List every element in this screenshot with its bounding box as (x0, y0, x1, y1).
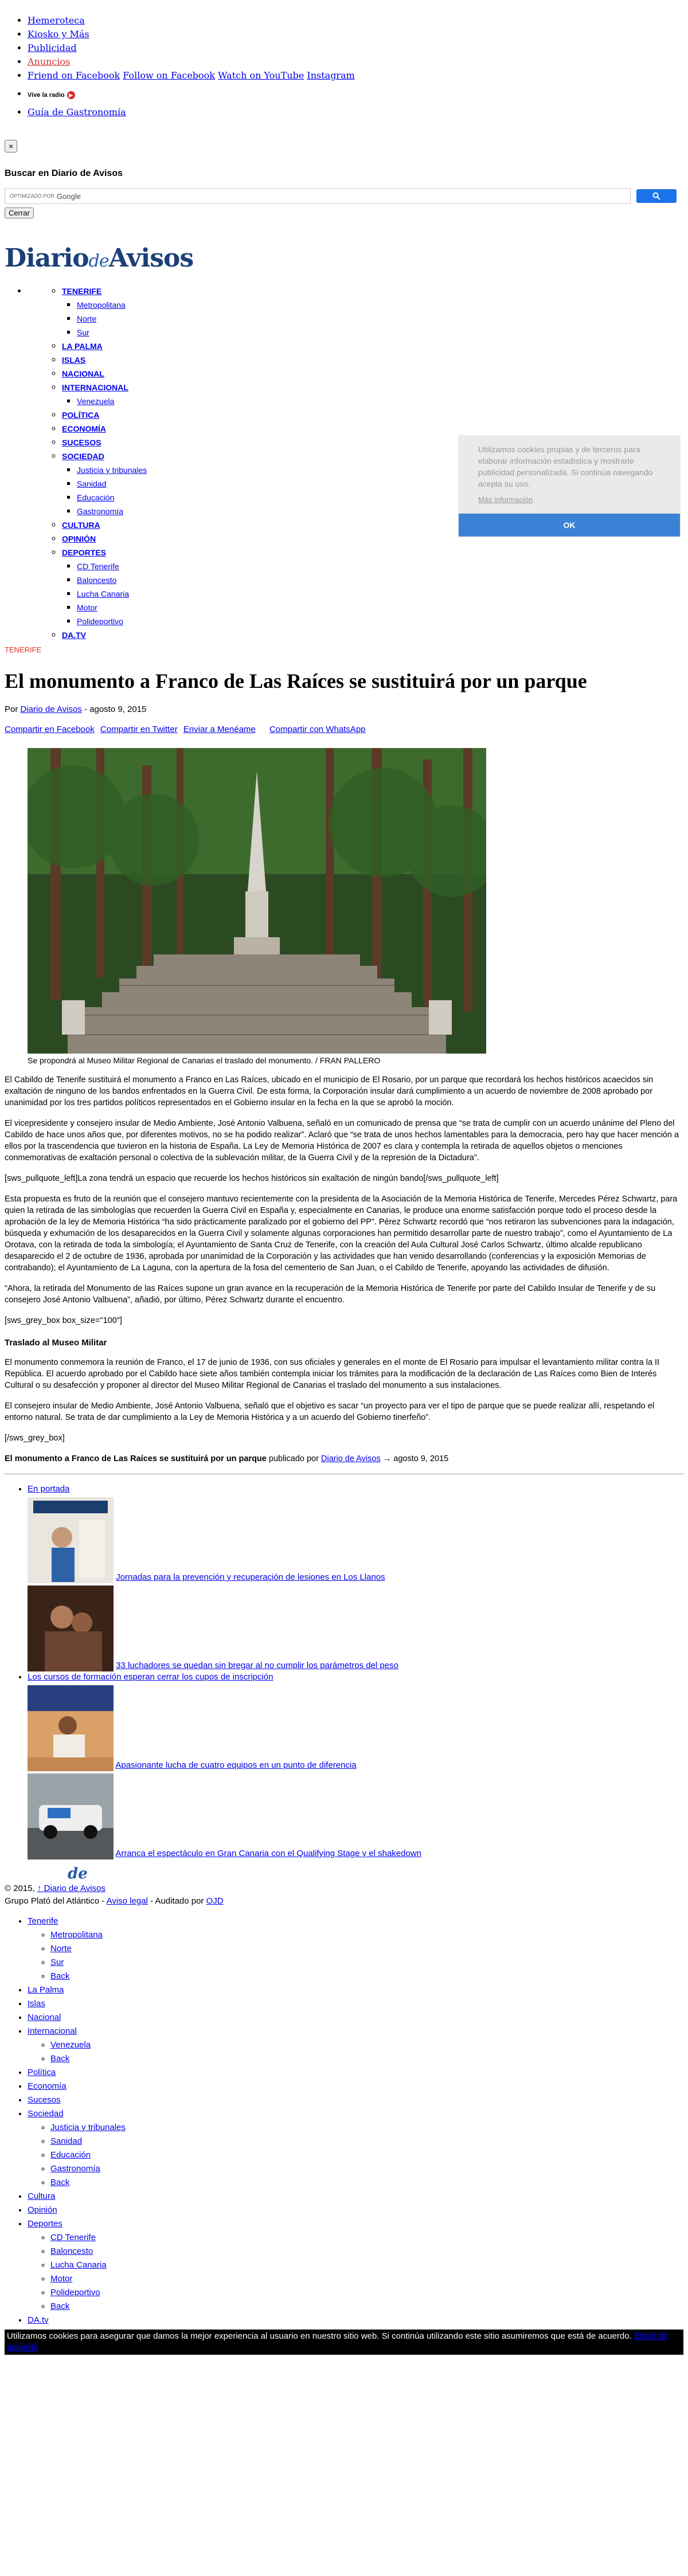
copyright-line (5, 1882, 683, 1895)
nav-sublink-baloncesto[interactable]: Baloncesto (77, 576, 117, 585)
nav-item-internacional[interactable] (62, 381, 683, 408)
nav-link-sucesos[interactable]: SUCESOS (62, 438, 101, 447)
footer-nav-sublink-sanidad[interactable]: Sanidad (50, 2136, 83, 2146)
nav-link-opinion[interactable]: OPINIÓN (62, 534, 96, 543)
site-logo[interactable] (5, 244, 683, 273)
footer-nav-submenu-tenerife (28, 1928, 683, 1983)
nav-sublink-polideportivo[interactable]: Polideportivo (77, 617, 123, 626)
footer-nav-link-sociedad[interactable]: Sociedad (28, 2109, 64, 2119)
cookie-bar-text: Utilizamos cookies para asegurar que damos la mejor experiencia al usuario en nuestro sitio web. Si continúa utilizando este sitio asumiremos que está de acuerdo. (7, 2331, 632, 2341)
group-line (5, 1895, 683, 1908)
article-body (5, 1074, 683, 1465)
radio-link[interactable] (28, 88, 683, 102)
footer-nav-subitem-motor[interactable] (50, 2272, 683, 2286)
nav-sublink-sanidad[interactable]: Sanidad (77, 479, 107, 488)
nav-sublink-educacion[interactable]: Educación (77, 493, 115, 502)
footer-nav-link-la-palma[interactable]: La Palma (28, 1985, 64, 1995)
footer-nav-sublink-back[interactable]: Back (50, 2054, 70, 2064)
footer-nav-link-nacional[interactable]: Nacional (28, 2013, 61, 2022)
paragraph-2: El vicepresidente y consejero insular de Medio Ambiente, José Antonio Valbuena, señaló en un comunicado de prensa que “se trata de cumplir con un acuerdo unánime del Pleno del Cabildo de hace unos años que, por diferentes motivos, no se ha podido realizar”. Aclaró que “se trata de unos hechos lamentables para la democracia, pero hay que hacer mención a ellos por la trascendencia que tuvieron en la historia de España. La Ley de Memoria Histórica de 2007 es clara y contempla la retirada de aquellos objetos o menciones conmemorativas de exaltación personal o colectiva de la sublevación militar, de la Guerra Civil y de la represión de la Dictadura”. (5, 1119, 679, 1162)
footer-nav-link-islas[interactable]: Islas (28, 1999, 45, 2009)
footer-nav-link-economia[interactable]: Economía (28, 2081, 67, 2091)
cookie-more-row (459, 494, 680, 514)
nav-sublink-motor[interactable]: Motor (77, 603, 97, 612)
search-icon (652, 192, 660, 200)
nav-subitem-norte[interactable] (77, 312, 683, 326)
pullquote-shortcode: [sws_pullquote_left]La zona tendrá un espacio que recuerde los hechos históricos sin exaltación de ningún bando[/sws_pullquote_left] (5, 1174, 499, 1183)
nav-subitem-sur[interactable] (77, 326, 683, 339)
top-link-kiosko[interactable] (28, 28, 683, 41)
related-link-5[interactable]: Arranca el espectáculo en Gran Canaria con el Qualifying Stage y el shakedown (115, 1849, 421, 1858)
search-row (5, 188, 683, 204)
footer-nav-item-nacional[interactable] (28, 2011, 683, 2025)
nav-sublink-justicia-y-tribunales[interactable]: Justicia y tribunales (77, 465, 147, 475)
nav-subitem-polideportivo[interactable] (77, 614, 683, 628)
nav-link-islas[interactable]: ISLAS (62, 355, 86, 365)
en-portada-link[interactable]: En portada (28, 1484, 70, 1494)
footer-nav-item-la-palma[interactable] (28, 1983, 683, 1997)
nav-subitem-metropolitana[interactable] (77, 298, 683, 312)
paragraph-3: Esta propuesta es fruto de la reunión que el consejero mantuvo recientemente con la presidenta de la Asociación de la Memoria Histórica de Tenerife, Mercedes Pérez Schwartz, para quien la retirada de las simbologías que recuerden la Guerra Civil en España y, especialmente en Canarias, le produce una enorme satisfacción porque todo el proceso desde la aprobación de la ley de Memoria Histórica “ha sido prácticamente paralizado por el gobierno del PP”. Pérez Schwartz recordó que “nos retiraron las subvenciones para la indagación, búsqueda y exhumación de los desaparecidos en la Guerra Civil y solamente algunas corporaciones han permitido desarrollar parte de nuestro trabajo”, como el Ayuntamiento de La Orotava, con la retirada de toda la simbología; el Ayuntamiento de Santa Cruz de Tenerife, con la creación del Aula Cultural José Carlos Schwartz, último alcalde republicano desaparecido el 2 de octubre de 1936, aprobada por unanimidad de la Corporación y las actividades que han venido desarrollando (conferencias y la exposición Memorias de contrabando); el Ayuntamiento de La Laguna, con la apertura de la fosa del cementerio de San Juan, o el Cabildo de Tenerife, apoyando las actividades de difusión. (5, 1195, 678, 1273)
paragraph-4: “Ahora, la retirada del Monumento de las Raíces supone un gran avance en la recuperación de la Memoria Histórica de Tenerife por parte del Cabildo Insular de Tenerife y de su consejero José Antonio Valbuena”, añadió, por último, Pérez Schwartz durante el encuentro. (5, 1284, 656, 1305)
powered-by-label: OPTIMIZADO POR (10, 193, 55, 199)
footer-logo: de (68, 1865, 88, 1882)
author-link[interactable]: Diario de Avisos (20, 704, 82, 714)
footer-nav-sublink-educacion[interactable]: Educación (50, 2150, 91, 2160)
grey-box-close: [/sws_grey_box] (5, 1434, 65, 1443)
footer-nav-sublink-polideportivo[interactable]: Polideportivo (50, 2288, 100, 2297)
footer-nav-item-sucesos[interactable] (28, 2093, 683, 2107)
subheading-traslado: Traslado al Museo Militar (5, 1338, 107, 1348)
cookie-popup (459, 436, 680, 537)
close-search-button[interactable]: × (5, 140, 17, 152)
nav-sublink-gastronomia[interactable]: Gastronomía (77, 507, 123, 516)
footer-nav-subitem-gastronomia[interactable] (50, 2162, 683, 2176)
footer-nav-sublink-norte[interactable]: Norte (50, 1944, 72, 1953)
gastronomia-item[interactable] (28, 105, 683, 119)
monument-illustration (28, 748, 486, 1054)
share-facebook-link[interactable]: Compartir en Facebook (5, 725, 95, 734)
aviso-legal-link[interactable]: Aviso legal (106, 1896, 148, 1906)
footer-nav-sublink-sur[interactable]: Sur (50, 1958, 64, 1967)
nav-item-deportes[interactable] (62, 546, 683, 628)
nav-item-tenerife[interactable] (62, 284, 683, 339)
monument-photo (28, 748, 486, 1054)
article-category[interactable]: TENERIFE (5, 645, 42, 654)
top-links (5, 14, 683, 119)
footer-nav-subitem-polideportivo[interactable] (50, 2286, 683, 2300)
footer-nav-subitem-metropolitana[interactable] (50, 1928, 683, 1942)
footer-nav-submenu-deportes (28, 2231, 683, 2313)
footer-nav-item-opinion[interactable] (28, 2203, 683, 2217)
top-link-anuncios[interactable] (28, 55, 683, 69)
gastronomia-link[interactable]: Guía de Gastronomía (28, 107, 126, 118)
nav-sublink-venezuela[interactable]: Venezuela (77, 397, 115, 406)
share-whatsapp-link[interactable]: Compartir con WhatsApp (269, 725, 366, 734)
related-link-1[interactable]: Jornadas para la prevención y recuperación de lesiones en Los Llanos (116, 1572, 385, 1582)
search-input[interactable] (5, 188, 631, 204)
related-item[interactable] (28, 1671, 683, 1683)
logo-part-avisos: Avisos (108, 244, 194, 273)
logo-part-diario: Diario (5, 244, 89, 273)
play-icon: ▶ (67, 91, 75, 99)
nav-subitem-baloncesto[interactable] (77, 573, 683, 587)
nav-sublink-norte[interactable]: Norte (77, 314, 97, 323)
footer-nav-subitem-back[interactable] (50, 2176, 683, 2190)
nav-subitem-motor[interactable] (77, 601, 683, 614)
footer-nav-sublink-venezuela[interactable]: Venezuela (50, 2040, 91, 2050)
footer-nav-subitem-sur[interactable] (50, 1956, 683, 1970)
footer-nav-subitem-cd-tenerife[interactable] (50, 2231, 683, 2245)
footer-date: → agosto 9, 2015 (382, 1454, 449, 1463)
footer-nav-submenu-internacional (28, 2038, 683, 2066)
follow-facebook-link[interactable]: Follow on Facebook (123, 70, 215, 81)
footer-nav-sublink-back[interactable]: Back (50, 1971, 70, 1981)
kiosko-link[interactable]: Kiosko y Más (28, 29, 89, 40)
footer-nav-submenu-sociedad (28, 2121, 683, 2190)
footer-nav-subitem-venezuela[interactable] (50, 2038, 683, 2052)
footer-nav-sublink-back[interactable]: Back (50, 2178, 70, 2187)
search-title: Buscar en Diario de Avisos (5, 169, 123, 178)
related-item[interactable] (28, 1585, 683, 1671)
share-bar (5, 725, 683, 734)
footer-nav-sublink-metropolitana[interactable]: Metropolitana (50, 1930, 103, 1940)
nav-link-deportes[interactable]: DEPORTES (62, 548, 107, 557)
footer-nav-item-sociedad[interactable] (28, 2107, 683, 2190)
footer-nav-subitem-back[interactable] (50, 1970, 683, 1983)
footer-nav-sublink-motor[interactable]: Motor (50, 2274, 73, 2284)
published-by: publicado por (268, 1454, 319, 1463)
nav-subitem-cd-tenerife[interactable] (77, 559, 683, 573)
paragraph-5: El monumento conmemora la reunión de Franco, el 17 de junio de 1936, con sus oficiales y generales en el monte de El Rosario para impulsar el levantamiento militar contra la II República. El acuerdo aprobado por el Cabildo hace siete años también contempla iniciar los trámites para la modificación de la declaración de Las Raíces como Bien de Interés Cultural o su desafección y proponer al director del Museo Militar Regional de Canarias el traslado del monumento a sus instalaciones. (5, 1358, 660, 1390)
back-to-top-link[interactable]: ↑ Diario de Avisos (37, 1884, 105, 1893)
nav-item-la-palma[interactable] (62, 339, 683, 353)
radio-item[interactable] (28, 87, 683, 102)
related-thumb-4[interactable] (28, 1774, 114, 1859)
related-item[interactable] (28, 1774, 683, 1859)
nav-item-islas[interactable] (62, 353, 683, 367)
cookie-ok-button[interactable]: OK (459, 514, 680, 537)
footer-author-link[interactable]: Diario de Avisos (321, 1454, 381, 1463)
footer-nav-item-cultura[interactable] (28, 2190, 683, 2203)
nav-link-tenerife[interactable]: TENERIFE (62, 287, 102, 296)
related-thumb-1[interactable] (28, 1497, 114, 1583)
footer-nav-subitem-back[interactable] (50, 2052, 683, 2066)
related-thumb-3[interactable] (28, 1685, 114, 1771)
footer-nav-subitem-lucha-canaria[interactable] (50, 2258, 683, 2272)
social-links (28, 69, 683, 83)
nav-sublink-lucha-canaria[interactable]: Lucha Canaria (77, 589, 130, 598)
top-link-publicidad[interactable] (28, 41, 683, 55)
paragraph-6: El consejero insular de Medio Ambiente, José Antonio Valbuena, señaló que el objetivo es sacar “un proyecto para ver el tipo de parque que se puede realizar allí, respetando el entorno natural. Se trata de dar cumplimiento a la Ley de Memoria Histórica y a un acuerdo del Gobierno tinerfeño”. (5, 1401, 655, 1422)
article-figure (28, 748, 486, 1065)
nav-item-da-tv[interactable] (62, 628, 683, 642)
footer-nav-subitem-baloncesto[interactable] (50, 2245, 683, 2258)
article-title: El monumento a Franco de Las Raíces se sustituirá por un parque (5, 670, 587, 692)
copyright: © 2015, (5, 1884, 35, 1893)
article-date: - agosto 9, 2015 (84, 704, 147, 714)
cookie-bar (5, 2330, 683, 2355)
youtube-link[interactable]: Watch on YouTube (218, 70, 304, 81)
nav-link-sociedad[interactable]: SOCIEDAD (62, 452, 104, 461)
footer-nav-subitem-justicia-y-tribunales[interactable] (50, 2121, 683, 2135)
footer-navigation (5, 1915, 683, 2327)
footer-nav-subitem-educacion[interactable] (50, 2148, 683, 2162)
cerrar-button[interactable]: Cerrar (5, 208, 34, 218)
footer-nav-subitem-back[interactable] (50, 2300, 683, 2313)
nav-item-economia[interactable] (62, 422, 683, 436)
article-footer-line (5, 1453, 683, 1465)
related-link-4[interactable]: Apasionante lucha de cuatro equipos en un punto de diferencia (115, 1760, 357, 1770)
nav-link-internacional[interactable]: INTERNACIONAL (62, 383, 128, 392)
footer-nav-subitem-norte[interactable] (50, 1942, 683, 1956)
cookie-more-link[interactable]: Más información (478, 495, 533, 504)
nav-submenu-deportes (62, 559, 683, 628)
related-thumb-2[interactable] (28, 1585, 114, 1671)
nav-sublink-metropolitana[interactable]: Metropolitana (77, 300, 126, 310)
nav-sublink-sur[interactable]: Sur (77, 328, 89, 337)
footer-nav-sublink-back[interactable]: Back (50, 2301, 70, 2311)
grey-box-open: [sws_grey_box box_size="100"] (5, 1316, 122, 1325)
footer-nav-link-da-tv[interactable]: DA.tv (28, 2315, 49, 2325)
footer-nav-item-economia[interactable] (28, 2080, 683, 2093)
footer-nav-link-politica[interactable]: Política (28, 2068, 56, 2077)
footer-nav-link-deportes[interactable]: Deportes (28, 2219, 62, 2229)
byline-by: Por (5, 704, 18, 714)
instagram-link[interactable]: Instagram (307, 70, 355, 81)
footer-nav-link-internacional[interactable]: Internacional (28, 2026, 77, 2036)
top-link-hemeroteca[interactable] (28, 14, 683, 28)
nav-link-da-tv[interactable]: DA.TV (62, 631, 86, 640)
site-footer (5, 1865, 683, 2327)
footer-nav-sublink-gastronomia[interactable]: Gastronomía (50, 2164, 100, 2174)
footer-nav-link-tenerife[interactable]: Tenerife (28, 1916, 58, 1926)
nav-link-economia[interactable]: ECONOMÍA (62, 424, 106, 433)
search-button[interactable] (636, 189, 677, 203)
footer-nav-item-internacional[interactable] (28, 2025, 683, 2066)
footer-nav-link-sucesos[interactable]: Sucesos (28, 2095, 61, 2105)
share-twitter-link[interactable]: Compartir en Twitter (100, 725, 178, 734)
logo-part-de: de (88, 251, 109, 271)
nav-subitem-venezuela[interactable] (77, 394, 683, 408)
related-item[interactable] (28, 1497, 683, 1583)
hemeroteca-link[interactable]: Hemeroteca (28, 15, 85, 26)
footer-nav-sublink-baloncesto[interactable]: Baloncesto (50, 2246, 93, 2256)
section-en-portada[interactable] (28, 1483, 683, 1495)
nav-item-nacional[interactable] (62, 367, 683, 381)
group-name: Grupo Plató del Atlántico - (5, 1896, 105, 1906)
nav-submenu-internacional (62, 394, 683, 408)
footer-nav-item-da-tv[interactable] (28, 2313, 683, 2327)
nav-link-politica[interactable]: POLÍTICA (62, 410, 100, 420)
share-meneame-link[interactable]: Enviar a Menéame (183, 725, 256, 734)
nav-item-politica[interactable] (62, 408, 683, 422)
footer-nav-sublink-justicia-y-tribunales[interactable]: Justicia y tribunales (50, 2123, 126, 2132)
footer-nav-sublink-cd-tenerife[interactable]: CD Tenerife (50, 2233, 96, 2242)
paragraph-1: El Cabildo de Tenerife sustituirá el monumento a Franco en Las Raíces, ubicado en el municipio de El Rosario, por un parque que recordará los hechos históricos acaecidos sin exaltación de ninguno de los bandos enfrentados en la Guerra Civil. De esta forma, la Corporación insular dará cumplimiento a un acuerdo de noviembre de 2008 aprobado por unanimidad por los tres partidos políticos representados en el Gobierno insular en la fecha en la que se aprobó la moción. (5, 1075, 654, 1107)
nav-sublink-cd-tenerife[interactable]: CD Tenerife (77, 562, 119, 571)
friend-facebook-link[interactable]: Friend on Facebook (28, 70, 120, 81)
google-logo: Google (57, 191, 81, 201)
footer-nav-item-islas[interactable] (28, 1997, 683, 2011)
nav-submenu-tenerife (62, 298, 683, 339)
footer-nav-item-politica[interactable] (28, 2066, 683, 2080)
byline (5, 704, 683, 714)
nav-link-cultura[interactable]: CULTURA (62, 520, 100, 530)
nav-link-nacional[interactable]: NACIONAL (62, 369, 104, 378)
radio-label: • Vive la radio (28, 92, 65, 99)
nav-link-la-palma[interactable]: LA PALMA (62, 342, 103, 351)
related-link-3[interactable]: Los cursos de formación esperan cerrar los cupos de inscripción (28, 1672, 273, 1682)
anuncios-link[interactable]: Anuncios (28, 56, 71, 67)
cookie-popup-text: Utilizamos cookies propias y de terceros para elaborar información estadística y mostrarle publicidad personalizada. Si continúa navegando acepta su uso. (478, 445, 653, 488)
footer-article-title: El monumento a Franco de Las Raíces se sustituirá por un parque (5, 1454, 267, 1463)
footer-nav-item-deportes[interactable] (28, 2217, 683, 2313)
footer-nav-sublink-lucha-canaria[interactable]: Lucha Canaria (50, 2260, 107, 2270)
ojd-link[interactable]: OJD (206, 1896, 224, 1906)
photo-caption: Se propondrá al Museo Militar Regional de Canarias el traslado del monumento. / FRAN PALLERO (28, 1056, 381, 1065)
publicidad-link[interactable]: Publicidad (28, 42, 77, 53)
related-link-2[interactable]: 33 luchadores se quedan sin bregar al no cumplir los parámetros del peso (116, 1661, 398, 1670)
related-list (5, 1483, 683, 1859)
footer-nav-subitem-sanidad[interactable] (50, 2135, 683, 2148)
audited-label: - Auditado por (150, 1896, 204, 1906)
footer-nav-link-opinion[interactable]: Opinión (28, 2205, 57, 2215)
related-item[interactable] (28, 1685, 683, 1771)
footer-nav-link-cultura[interactable]: Cultura (28, 2191, 56, 2201)
cookie-accept-link[interactable]: Estoy de acuerdo (7, 2331, 668, 2352)
nav-subitem-lucha-canaria[interactable] (77, 587, 683, 601)
footer-nav-item-tenerife[interactable] (28, 1915, 683, 1983)
